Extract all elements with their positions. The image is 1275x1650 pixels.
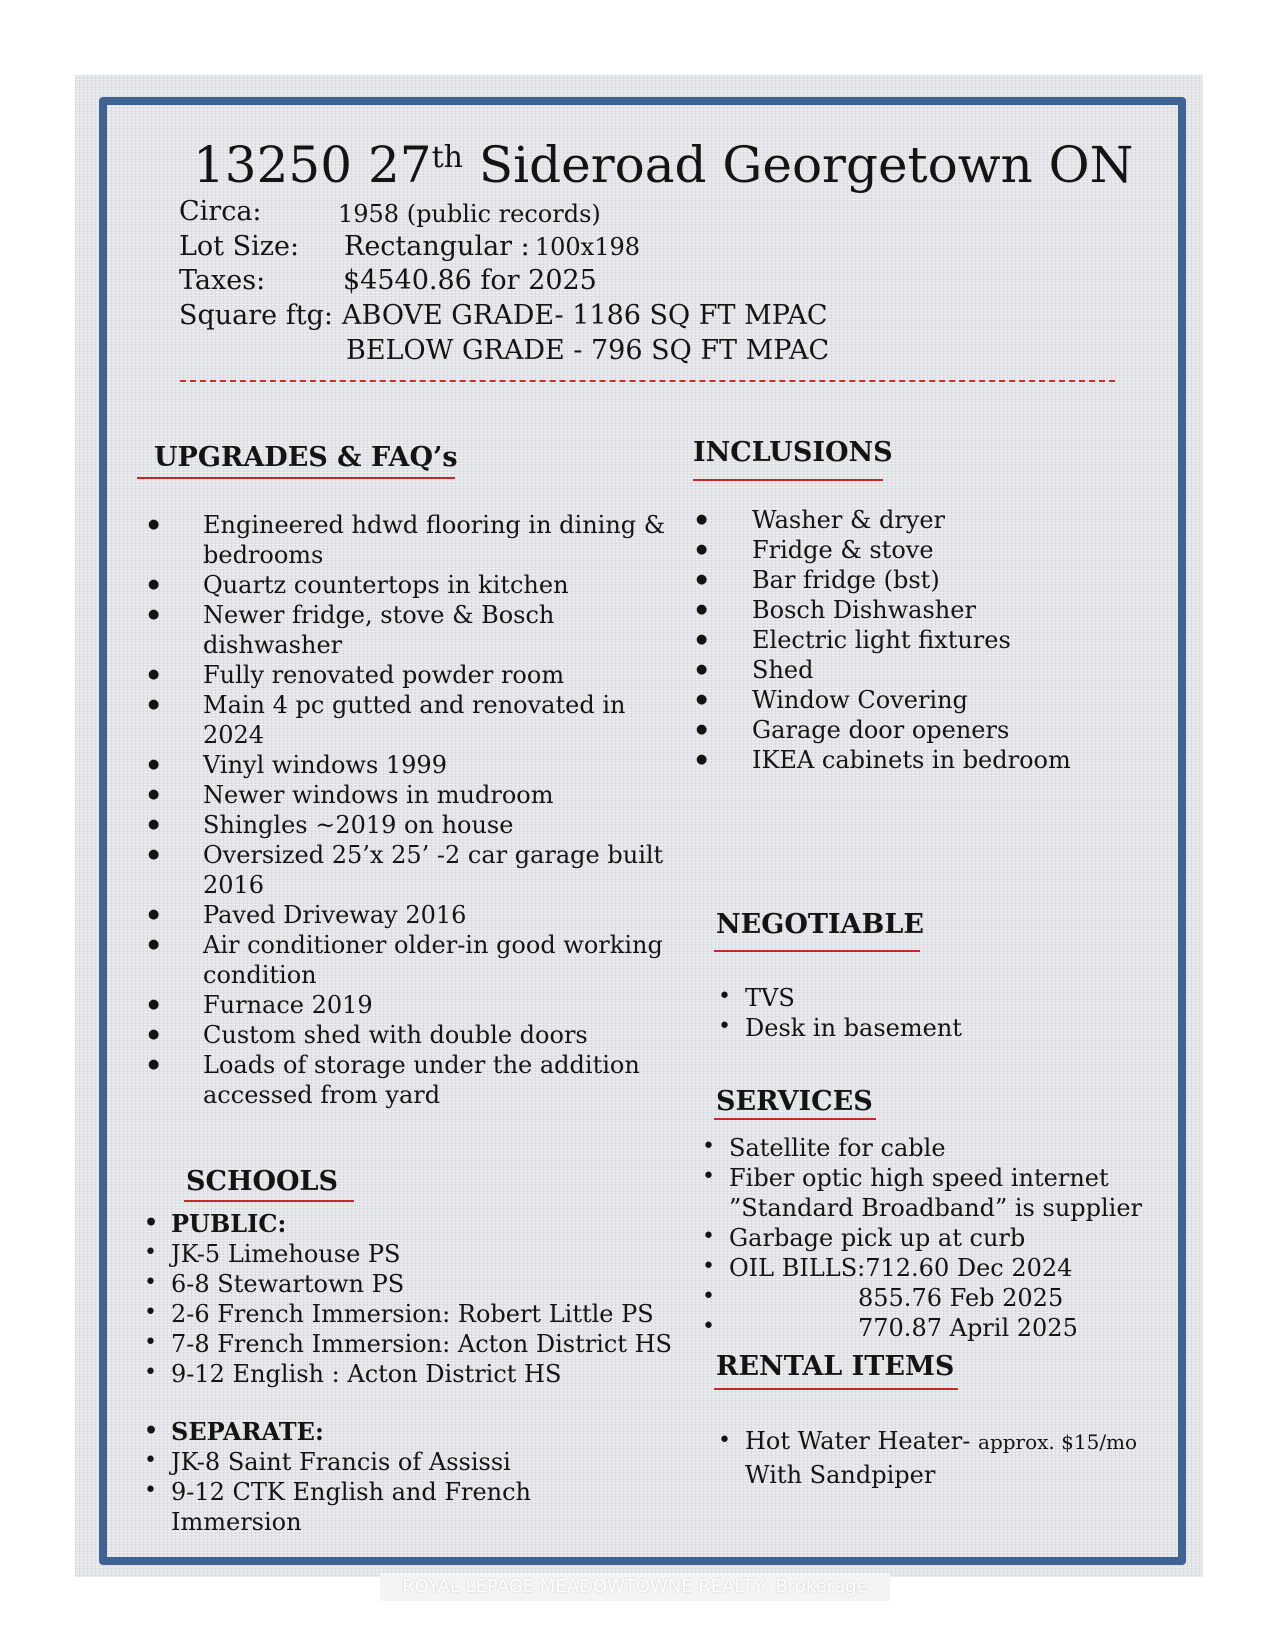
rental-items-underline <box>714 1388 958 1390</box>
schools-list <box>171 1209 701 1537</box>
list-item: ● Newer fridge, stove & Bosch dishwasher <box>203 600 673 660</box>
list-item: ● Electric light fixtures <box>752 625 1152 655</box>
list-item: ● Loads of storage under the addition accessed from yard <box>203 1050 673 1110</box>
inclusions-underline <box>693 479 883 481</box>
list-item: ● Window Covering <box>752 685 1152 715</box>
inclusions-heading: INCLUSIONS <box>693 437 893 468</box>
services-underline <box>714 1118 876 1120</box>
list-item: • OIL BILLS:712.60 Dec 2024 <box>729 1253 1169 1283</box>
square-footage-above: ABOVE GRADE- 1186 SQ FT MPAC <box>342 300 828 331</box>
list-item: ● Engineered hdwd flooring in dining & bedrooms <box>203 510 673 570</box>
list-item: ● Oversized 25’x 25’ -2 car garage built 2016 <box>203 840 673 900</box>
taxes-label: Taxes: <box>179 265 266 296</box>
list-item: • 6-8 Stewartown PS <box>171 1269 701 1299</box>
list-item: • SEPARATE: <box>171 1417 701 1447</box>
list-item: ● Shed <box>752 655 1152 685</box>
list-item: ● Shingles ~2019 on house <box>203 810 673 840</box>
circa-value: 1958 (public records) <box>338 200 601 228</box>
negotiable-list <box>745 983 962 1043</box>
list-item: • 9-12 CTK English and French Immersion <box>171 1477 571 1537</box>
schools-underline <box>184 1200 354 1202</box>
list-item: ● Paved Driveway 2016 <box>203 900 673 930</box>
list-item: ● Bar fridge (bst) <box>752 565 1152 595</box>
rental-items-list <box>745 1425 1165 1492</box>
list-item: ● Main 4 pc gutted and renovated in 2024 <box>203 690 673 750</box>
list-item: • Garbage pick up at curb <box>729 1223 1169 1253</box>
square-footage-label: Square ftg: <box>179 300 333 331</box>
page-title: 13250 27th Sideroad Georgetown ON <box>193 136 1134 194</box>
list-item: • Desk in basement <box>745 1013 962 1043</box>
upgrades-list <box>203 510 673 1110</box>
lot-size-value: Rectangular : 100x198 <box>344 231 641 262</box>
list-item: ● Fridge & stove <box>752 535 1152 565</box>
negotiable-heading: NEGOTIABLE <box>716 909 924 940</box>
circa-label: Circa: <box>179 196 262 227</box>
inclusions-list <box>752 505 1152 775</box>
list-item: • 2-6 French Immersion: Robert Little PS <box>171 1299 701 1329</box>
section-divider <box>180 380 1115 382</box>
list-item: • 7-8 French Immersion: Acton District HS <box>171 1329 701 1359</box>
square-footage-below: BELOW GRADE - 796 SQ FT MPAC <box>346 335 830 366</box>
list-item: ● Fully renovated powder room <box>203 660 673 690</box>
list-item: • 9-12 English : Acton District HS <box>171 1359 701 1389</box>
taxes-value: $4540.86 for 2025 <box>343 265 597 296</box>
schools-heading: SCHOOLS <box>186 1166 339 1197</box>
rental-items-heading: RENTAL ITEMS <box>716 1351 955 1382</box>
list-item: ● Bosch Dishwasher <box>752 595 1152 625</box>
list-item: • Fiber optic high speed internet ”Standard Broadband” is supplier <box>729 1163 1169 1223</box>
list-item: ● IKEA cabinets in bedroom <box>752 745 1152 775</box>
negotiable-underline <box>714 950 920 952</box>
upgrades-heading: UPGRADES & FAQ’s <box>154 442 458 473</box>
brokerage-footer: ROYAL LEPAGE MEADOWTOWNE REALTY, Brokerage <box>380 1573 890 1601</box>
list-item: • Hot Water Heater- approx. $15/mo With Sandpiper <box>745 1425 1165 1492</box>
list-item: ● Furnace 2019 <box>203 990 673 1020</box>
list-item: • TVS <box>745 983 962 1013</box>
upgrades-underline <box>137 477 455 479</box>
list-item: ● Quartz countertops in kitchen <box>203 570 673 600</box>
list-item: • 770.87 April 2025 <box>729 1313 1169 1343</box>
list-item: ● Garage door openers <box>752 715 1152 745</box>
services-list <box>729 1133 1169 1343</box>
list-item: ● Newer windows in mudroom <box>203 780 673 810</box>
list-item: ● Custom shed with double doors <box>203 1020 673 1050</box>
list-item: • JK-5 Limehouse PS <box>171 1239 701 1269</box>
list-item: • Satellite for cable <box>729 1133 1169 1163</box>
list-item: • JK-8 Saint Francis of Assissi <box>171 1447 701 1477</box>
lot-size-label: Lot Size: <box>179 231 300 262</box>
services-heading: SERVICES <box>716 1086 873 1117</box>
list-item: ● Vinyl windows 1999 <box>203 750 673 780</box>
list-item: • 855.76 Feb 2025 <box>729 1283 1169 1313</box>
list-item: • PUBLIC: <box>171 1209 701 1239</box>
list-item: ● Washer & dryer <box>752 505 1152 535</box>
list-item: ● Air conditioner older-in good working condition <box>203 930 673 990</box>
